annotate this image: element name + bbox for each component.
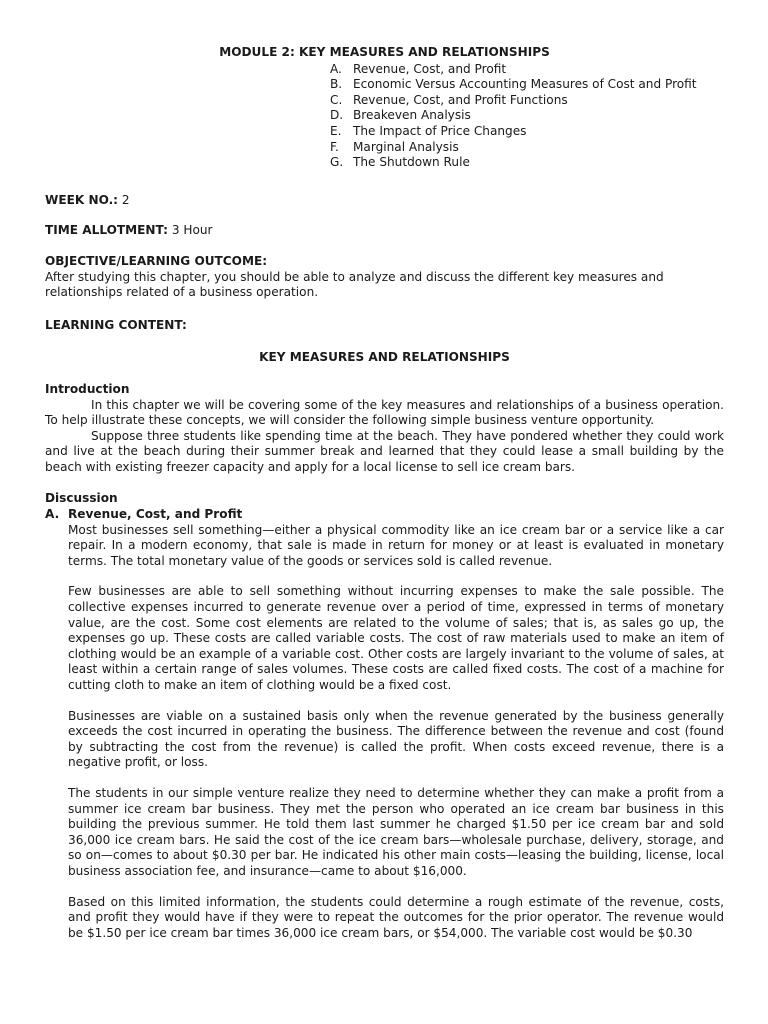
- body-paragraph: The students in our simple venture realize they need to determine whether they can make a profit from a summer ice cream bar business. They met the person who operated an ice cream bar business in this building the previous summer. He told them last summer he charged $1.50 per ice cream bar and sold 36,000 ice cream bars. He said the cost of the ice cream bars—wholesale purchase, delivery, storage, and so on—comes to about $0.30 per bar. He indicated his other main costs—leasing the building, license, local business association fee, and insurance—came to about $16,000.: [68, 785, 724, 878]
- section-body: [68, 523, 724, 942]
- topic-label: The Impact of Price Changes: [353, 123, 527, 138]
- body-paragraph: Businesses are viable on a sustained basis only when the revenue generated by the business generally exceeds the cost incurred in operating the business. The difference between the revenue and cost (found by subtracting the cost from the revenue) is called the profit. When costs exceed revenue, there is a negative profit, or loss.: [68, 708, 724, 770]
- content-title: KEY MEASURES AND RELATIONSHIPS: [259, 350, 510, 365]
- learning-content-heading: LEARNING CONTENT:: [45, 317, 187, 332]
- time-allotment-row: [45, 223, 724, 239]
- topic-letter: C.: [330, 92, 343, 107]
- objective-heading: OBJECTIVE/LEARNING OUTCOME:: [45, 253, 268, 268]
- topic-item: [330, 62, 724, 78]
- topic-letter: E.: [330, 123, 342, 138]
- topic-item: [330, 77, 724, 93]
- body-paragraph: Based on this limited information, the students could determine a rough estimate of the revenue, costs, and profit they would have if they were to repeat the outcomes for the prior operator. The revenue would be $1.50 per ice cream bar times 36,000 ice cream bars, or $54,000. The variable cost would be $0.30: [68, 894, 724, 940]
- introduction-paragraph: In this chapter we will be covering some of the key measures and relationships of a business operation. To help illustrate these concepts, we will consider the following simple business venture opportunity.: [45, 397, 724, 428]
- week-label: WEEK NO.:: [45, 192, 119, 207]
- introduction-paragraph: Suppose three students like spending time at the beach. They have pondered whether they could work and live at the beach during their summer break and learned that they could lease a small building by the beach with existing freezer capacity and apply for a local license to sell ice cream bars.: [45, 428, 724, 474]
- week-value: 2: [121, 192, 130, 207]
- introduction-heading: Introduction: [45, 381, 130, 396]
- section-title: Revenue, Cost, and Profit: [68, 507, 243, 522]
- body-paragraph: Most businesses sell something—either a physical commodity like an ice cream bar or a service like a car repair. In a modern economy, that sale is made in return for money or at least is evaluated in monetary terms. The total monetary value of the goods or services sold is called revenue.: [68, 522, 724, 568]
- module-title: MODULE 2: KEY MEASURES AND RELATIONSHIPS: [219, 45, 550, 59]
- topic-label: The Shutdown Rule: [353, 155, 470, 170]
- discussion-heading: Discussion: [45, 491, 118, 506]
- week-row: [45, 193, 724, 209]
- topic-letter: D.: [330, 108, 344, 123]
- topic-letter: B.: [330, 77, 343, 92]
- topic-label: Breakeven Analysis: [353, 108, 471, 123]
- time-allotment-label: TIME ALLOTMENT:: [45, 223, 168, 238]
- topic-label: Revenue, Cost, and Profit: [353, 61, 507, 76]
- topic-item: [330, 140, 724, 156]
- topic-item: [330, 124, 724, 140]
- section-letter: A.: [45, 507, 60, 522]
- topic-label: Marginal Analysis: [353, 139, 459, 154]
- topic-letter: G.: [330, 155, 344, 170]
- topic-item: [330, 155, 724, 171]
- section-heading: [45, 507, 724, 523]
- time-allotment-value: 3 Hour: [171, 223, 213, 238]
- topic-list: [330, 62, 724, 171]
- topic-letter: F.: [330, 139, 339, 154]
- topic-item: [330, 93, 724, 109]
- topic-item: [330, 108, 724, 124]
- objective-text: After studying this chapter, you should be able to analyze and discuss the different key measures and relationships related of a business operation.: [45, 269, 664, 300]
- topic-letter: A.: [330, 61, 342, 76]
- body-paragraph: Few businesses are able to sell something without incurring expenses to make the sale possible. The collective expenses incurred to generate revenue over a period of time, expressed in terms of monetary value, are the cost. Some cost elements are related to the volume of sales; that is, as sales go up, the expenses go up. These costs are called variable costs. The cost of raw materials used to make an item of clothing would be an example of a variable cost. Other costs are largely invariant to the volume of sales, at least within a certain range of sales volumes. These costs are called fixed costs. The cost of a machine for cutting cloth to make an item of clothing would be a fixed cost.: [68, 584, 724, 692]
- topic-label: Economic Versus Accounting Measures of Cost and Profit: [353, 77, 697, 92]
- topic-label: Revenue, Cost, and Profit Functions: [353, 92, 568, 107]
